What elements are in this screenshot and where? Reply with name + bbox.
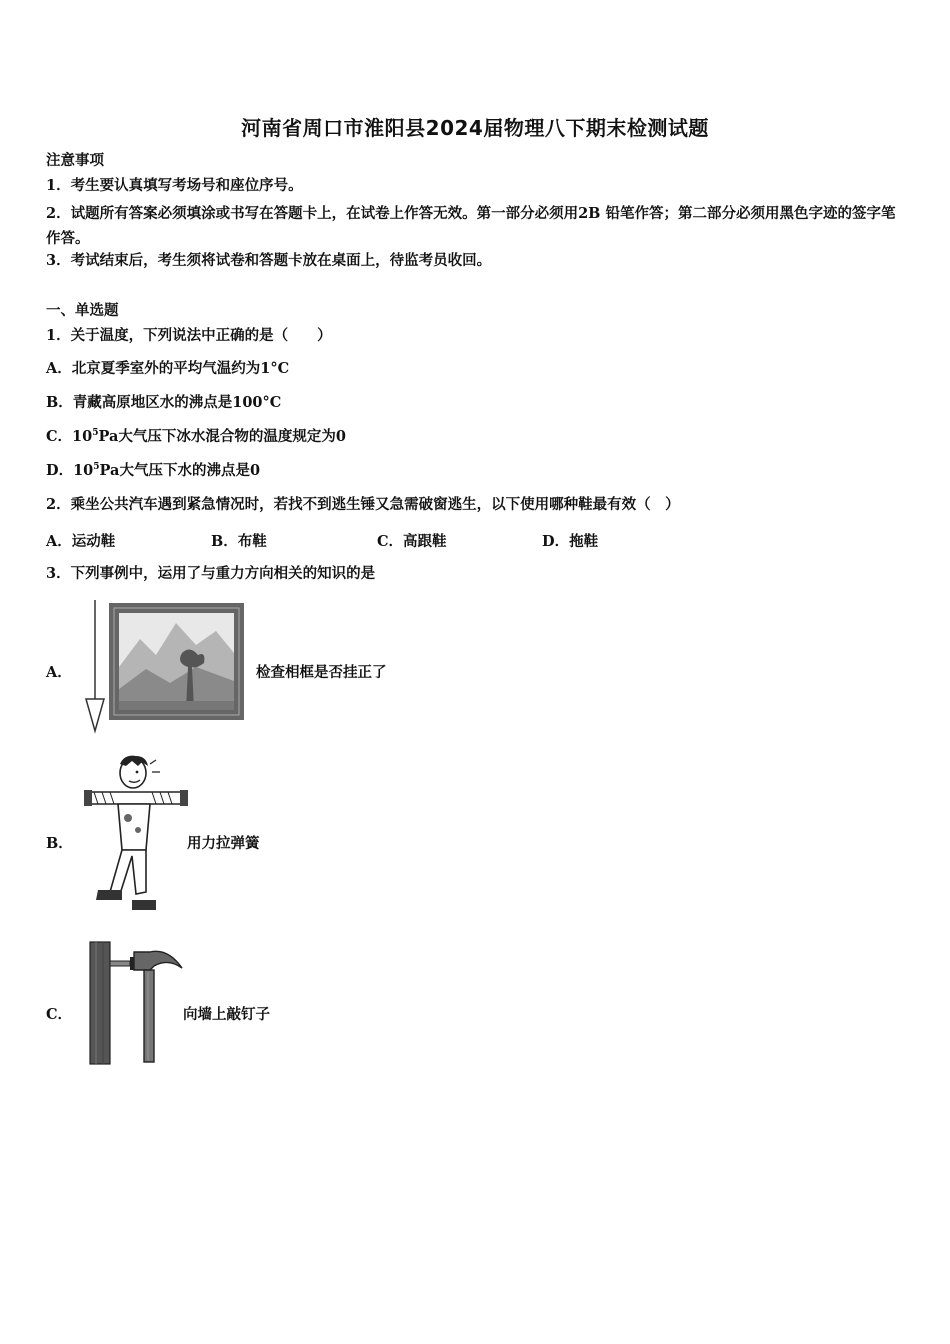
man-body bbox=[118, 804, 150, 850]
q1-option-c-exponent: 5 bbox=[92, 428, 99, 439]
q2-option-d: D．拖鞋 bbox=[542, 533, 599, 550]
q2-option-c: C．高跟鞋 bbox=[377, 533, 447, 550]
plumb-bob bbox=[86, 699, 104, 731]
notes-item-1: 1．考生要认真填写考场号和座位序号。 bbox=[46, 177, 303, 194]
q1-option-b: B．青藏高原地区水的沸点是100°C bbox=[46, 394, 282, 411]
q2-option-b: B．布鞋 bbox=[211, 533, 267, 550]
q3-stem: 3．下列事例中，运用了与重力方向相关的知识的是 bbox=[46, 565, 376, 582]
hammer-head bbox=[134, 951, 182, 970]
section-heading: 一、单选题 bbox=[46, 302, 119, 319]
q3-option-c-label: C． bbox=[46, 1006, 73, 1023]
man-legs bbox=[110, 850, 146, 894]
q3-option-b-text: 用力拉弹簧 bbox=[187, 835, 260, 852]
page-title: 河南省周口市淮阳县2024届物理八下期末检测试题 bbox=[241, 116, 709, 140]
q1-option-c bbox=[46, 427, 346, 447]
q3-option-a-text: 检查相框是否挂正了 bbox=[256, 664, 387, 681]
q1-stem: 1．关于温度，下列说法中正确的是（ ） bbox=[46, 327, 332, 344]
notes-item-2: 2．试题所有答案必须填涂或书写在答题卡上，在试卷上作答无效。第一部分必须用2B 铅笔作答；第二部分必须用黑色字迹的签字笔作答。 bbox=[46, 205, 896, 247]
q1-option-d-text: Pa大气压下水的沸点是0 bbox=[99, 462, 261, 479]
q1-option-a: A．北京夏季室外的平均气温约为1°C bbox=[46, 360, 290, 377]
notes-item-3: 3．考试结束后，考生须将试卷和答题卡放在桌面上，待监考员收回。 bbox=[46, 252, 492, 269]
q1-option-c-text: Pa大气压下冰水混合物的温度规定为0 bbox=[98, 428, 346, 445]
notes-heading: 注意事项 bbox=[46, 152, 104, 169]
q2-stem: 2．乘坐公共汽车遇到紧急情况时，若找不到逃生锤又急需破窗逃生，以下使用哪种鞋最有效（ ） bbox=[46, 496, 680, 513]
plumb-frame-figure bbox=[78, 597, 248, 735]
q1-option-c-prefix: C．10 bbox=[46, 428, 93, 445]
hammer-handle bbox=[144, 970, 154, 1062]
q3-option-a-label: A． bbox=[46, 664, 72, 681]
q3-option-c-text: 向墙上敲钉子 bbox=[183, 1006, 270, 1023]
hammer-nail-figure bbox=[88, 940, 188, 1066]
q1-option-d-exponent: 5 bbox=[93, 462, 100, 473]
wall bbox=[90, 942, 110, 1064]
q1-option-d-prefix: D．10 bbox=[46, 462, 94, 479]
q2-option-a: A．运动鞋 bbox=[46, 533, 116, 550]
q1-option-d bbox=[46, 461, 260, 481]
spring-pull-figure bbox=[80, 752, 192, 917]
q3-option-b-label: B． bbox=[46, 835, 73, 852]
nail bbox=[110, 961, 130, 966]
